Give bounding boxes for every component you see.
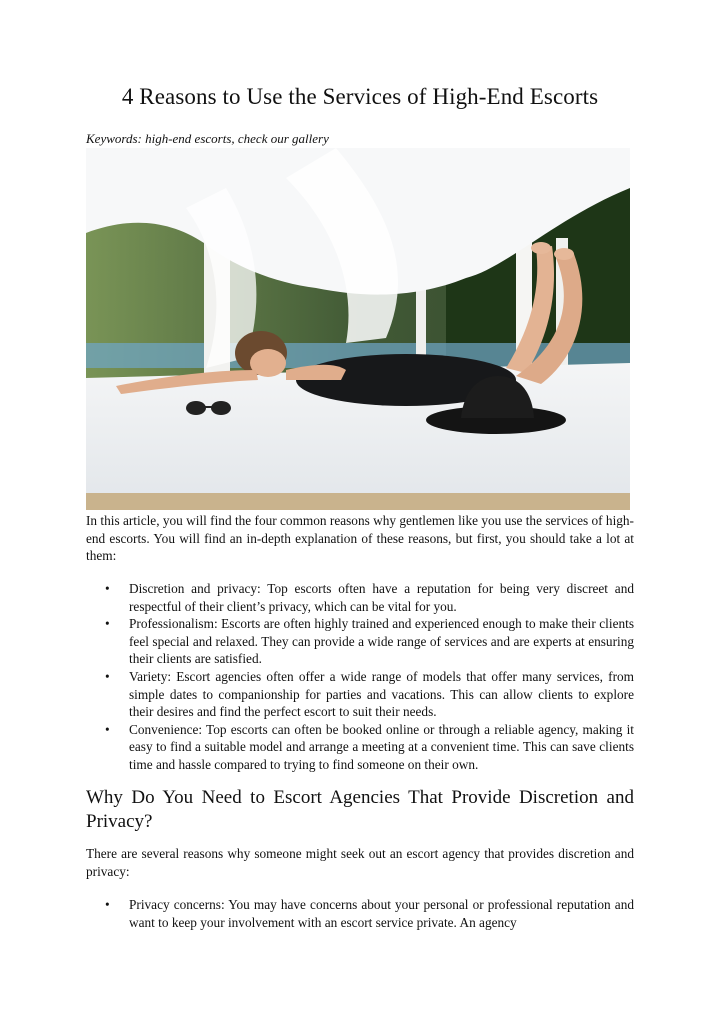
section-heading: Why Do You Need to Escort Agencies That Provide Discretion and Privacy? xyxy=(86,787,634,832)
list-item xyxy=(86,896,634,931)
bullet-icon: • xyxy=(105,721,110,737)
list-item xyxy=(86,668,634,721)
keywords-line: Keywords: high-end escorts, check our gallery xyxy=(86,131,329,146)
reasons-list xyxy=(86,580,634,774)
list-item-text: Variety: Escort agencies often offer a wide range of models that offer many services, from simple dates to companionship for parties and vacations. This can allow clients to explore their desires and find the perfect escort to suit their needs. xyxy=(129,668,634,720)
bullet-icon: • xyxy=(105,581,110,596)
bullet-icon: • xyxy=(105,668,110,684)
list-item xyxy=(86,615,634,668)
bullet-icon: • xyxy=(105,616,110,632)
list-item xyxy=(86,580,634,615)
list-item xyxy=(86,721,634,774)
list-item-text: Privacy concerns: You may have concerns about your personal or professional reputation and want to keep your involvement with an escort service private. An agency xyxy=(129,897,634,930)
page-title: 4 Reasons to Use the Services of High-End Escorts xyxy=(121,84,599,109)
article-photo xyxy=(86,148,630,510)
list-item-text: Professionalism: Escorts are often highly trained and experienced enough to make their clients feel special and relaxed. They can provide a wide range of services and are experts at ensuring their clients are satisfied. xyxy=(129,616,634,667)
list-item-text: Discretion and privacy: Top escorts often have a reputation for being very discreet and respectful of their client’s privacy, which can be vital for you. xyxy=(129,581,634,614)
section-intro-paragraph: There are several reasons why someone might seek out an escort agency that provides discretion and privacy: xyxy=(86,846,634,879)
intro-paragraph: In this article, you will find the four common reasons why gentlemen like you use the services of high-end escorts. You will find an in-depth explanation of these reasons, but first, you should take a lot at them: xyxy=(86,513,634,564)
section-list xyxy=(86,896,634,931)
list-item-text: Convenience: Top escorts can often be booked online or through a reliable agency, making it easy to find a suitable model and arrange a meeting at a convenient time. This can save clients time and hassle compared to trying to find someone on their own. xyxy=(129,721,634,772)
bullet-icon: • xyxy=(105,897,110,912)
